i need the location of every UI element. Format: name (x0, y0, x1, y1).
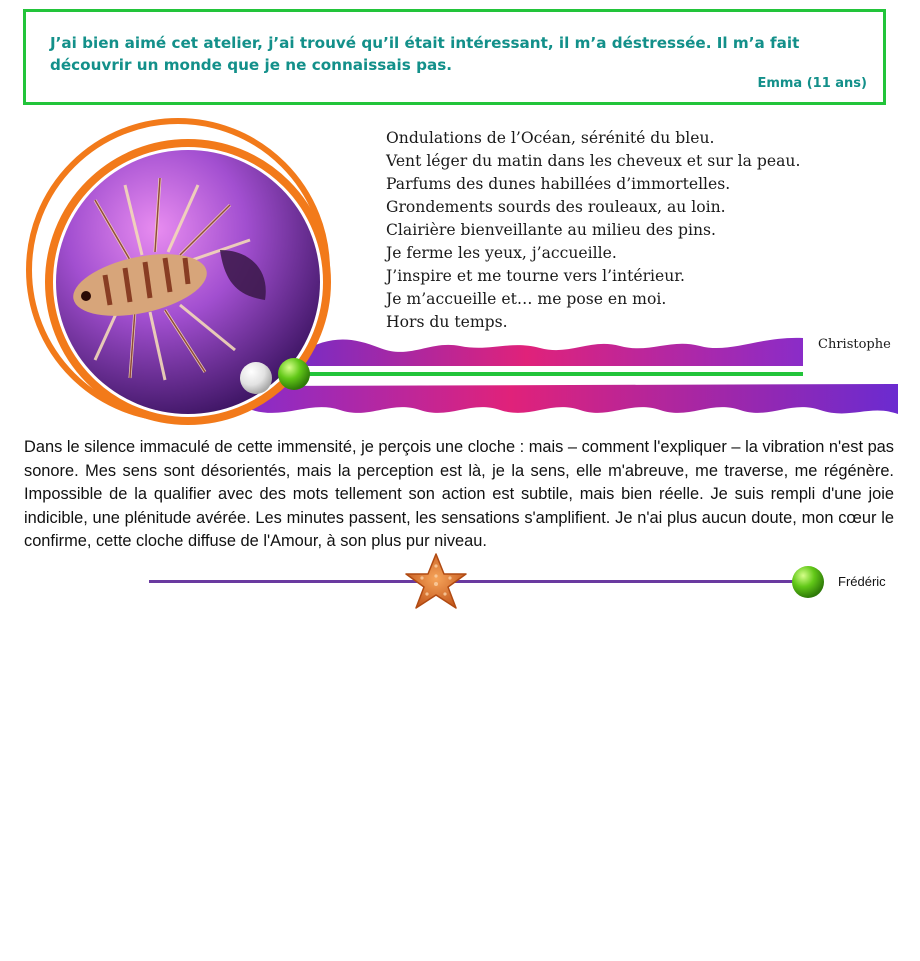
poem-line: Vent léger du matin dans les cheveux et sur la peau. (386, 152, 801, 170)
poem-line: Ondulations de l’Océan, sérénité du bleu. (386, 129, 715, 147)
testimonial-text: J’ai bien aimé cet atelier, j’ai trouvé qu’il était intéressant, il m’a déstressée. Il m’a fait découvrir un monde que je ne connaissais pas. (50, 34, 800, 74)
purple-divider (149, 580, 809, 583)
green-ball-icon (792, 566, 824, 598)
poem-line: J’inspire et me tourne vers l’intérieur. (386, 267, 685, 285)
poem (386, 127, 856, 334)
poem-line: Grondements sourds des rouleaux, au loin. (386, 198, 726, 216)
wave-band-bottom (252, 384, 898, 414)
poem-line: Parfums des dunes habillées d’immortelles. (386, 175, 731, 193)
poem-line: Hors du temps. (386, 313, 508, 331)
poem-line: Je m’accueille et… me pose en moi. (386, 290, 667, 308)
prose-paragraph: Dans le silence immaculé de cette immensité, je perçois une cloche : mais – comment l'expliquer – la vibration n'est pas sonore. Mes sens sont désorientés, mais la perception est là, je la sens, elle m'abreuve, me traverse, me régénère. Impossible de la qualifier avec des mots tellement son action est subtile, mais bien réelle. Je suis rempli d'une joie indicible, une plénitude avérée. Les minutes passent, les sensations s'amplifient. Je n'ai plus aucun doute, mon cœur le confirme, cette cloche diffuse de l'Amour, à son plus pur niveau. (24, 438, 894, 550)
poem-line: Clairière bienveillante au milieu des pins. (386, 221, 716, 239)
starfish-icon (406, 554, 466, 608)
testimonial-author: Emma (11 ans) (757, 76, 867, 91)
prose-author: Frédéric (838, 574, 886, 589)
pearl-ball-icon (240, 362, 272, 394)
green-ball-icon (278, 358, 310, 390)
wave-band-top (300, 338, 803, 366)
green-line (300, 372, 803, 376)
poem-line: Je ferme les yeux, j’accueille. (386, 244, 617, 262)
poem-author: Christophe (818, 337, 891, 352)
